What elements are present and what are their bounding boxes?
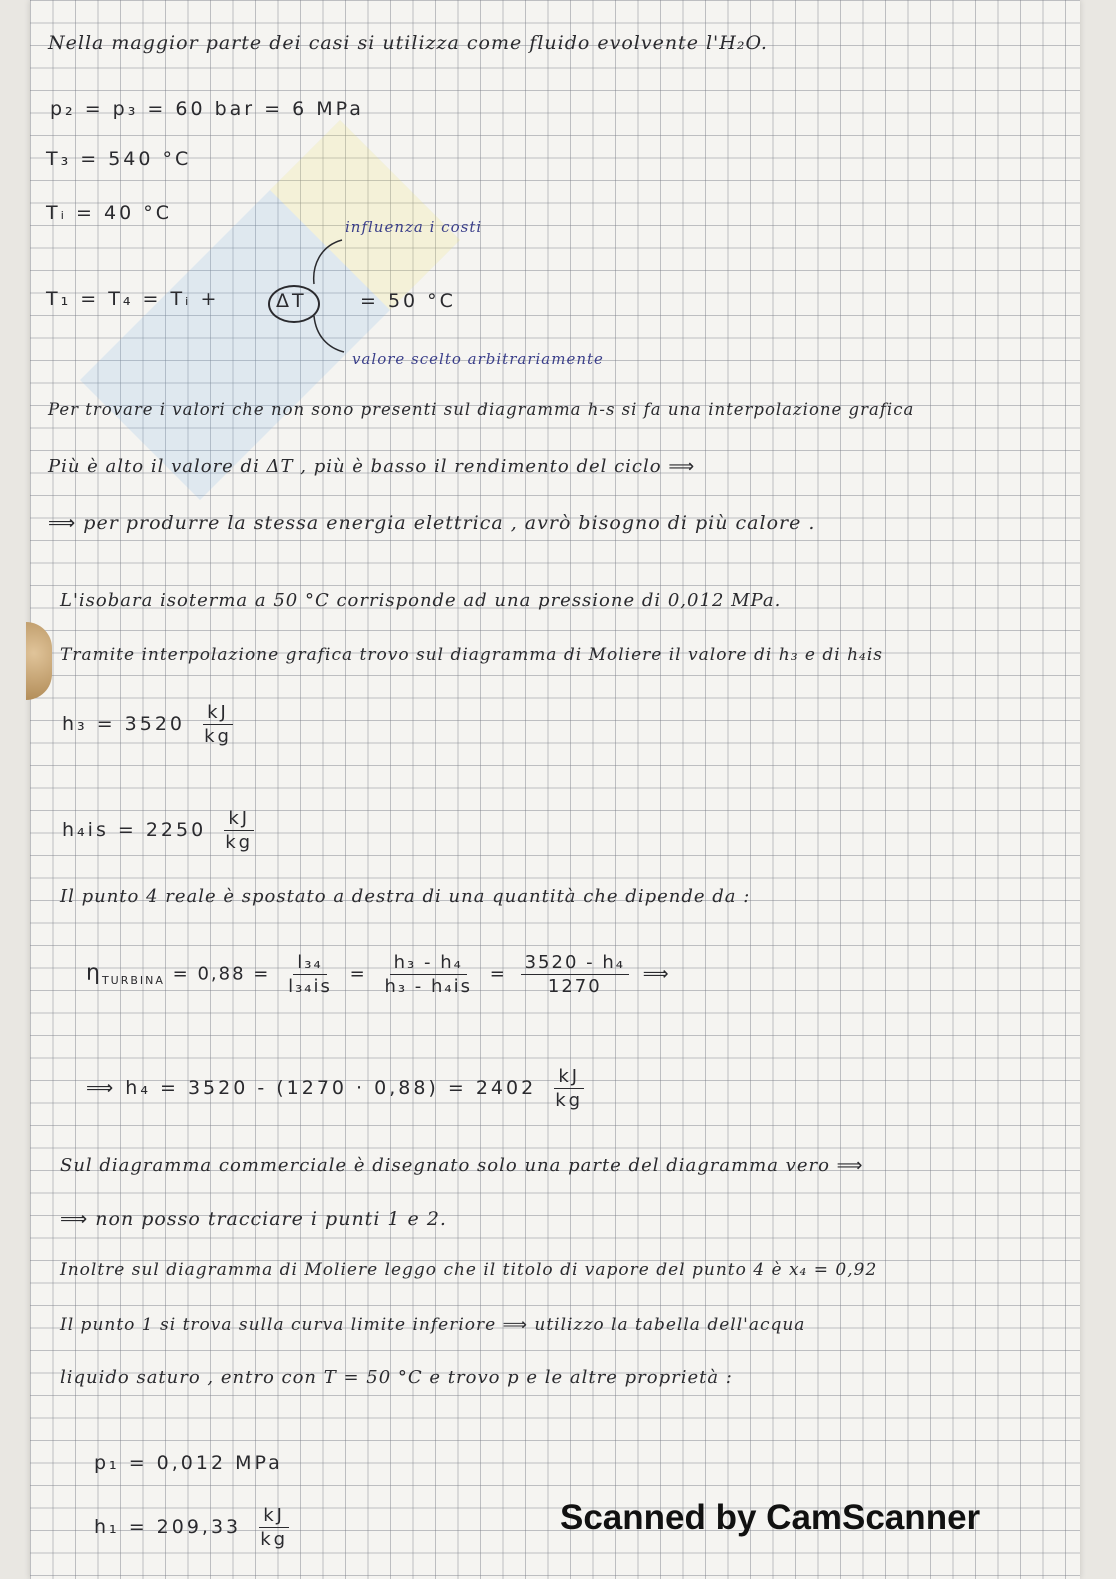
- fraction-numeric-den: 1270: [547, 976, 602, 997]
- fraction-enthalpy-den: h₃ - h₄is: [384, 976, 473, 997]
- implies-arrow-icon: ⟹: [642, 963, 671, 985]
- text-line-isobar: L'isobara isoterma a 50 °C corrisponde ad una pressione di 0,012 MPa.: [60, 590, 782, 611]
- text-line-t1: T₁ = T₄ = Tᵢ +: [46, 288, 220, 310]
- unit-fraction: [221, 808, 257, 853]
- implies-arrow-icon: ⟹: [86, 1077, 117, 1099]
- unit-denominator: kg: [204, 726, 232, 747]
- implies-arrow-icon: ⟹: [836, 1155, 864, 1176]
- text-points-statement: non posso tracciare i punti 1 e 2.: [95, 1208, 447, 1230]
- h4-equation: h₄ = 3520 - (1270 · 0,88) = 2402: [125, 1077, 537, 1099]
- text-commercial-statement: Sul diagramma commerciale è disegnato solo una parte del diagramma vero: [60, 1155, 830, 1176]
- eta-symbol: η: [86, 960, 102, 986]
- text-line-t1-value: = 50 °C: [360, 290, 456, 312]
- h3-row: [62, 702, 242, 747]
- text-line-t3: T₃ = 540 °C: [46, 148, 192, 170]
- text-line-delta-t: [48, 456, 695, 477]
- h1-value: h₁ = 209,33: [94, 1516, 242, 1538]
- text-line-pressures: p₂ = p₃ = 60 bar = 6 MPa: [50, 98, 364, 120]
- unit-numerator: kJ: [224, 808, 254, 831]
- text-line-1: Nella maggior parte dei casi si utilizza come fluido evolvente l'H₂O.: [48, 32, 768, 54]
- text-line-moliere: Tramite interpolazione grafica trovo sul diagramma di Moliere il valore di h₃ e di h₄is: [60, 645, 884, 665]
- annotation-arbitrary: valore scelto arbitrariamente: [352, 350, 604, 368]
- h4-row: [86, 1066, 593, 1111]
- text-line-interpolation: Per trovare i valori che non sono presenti sul diagramma h-s si fa una interpolazione grafica: [48, 400, 915, 419]
- fraction-work-num: l₃₄: [293, 952, 326, 975]
- text-energy-statement: per produrre la stessa energia elettrica , avrò bisogno di più calore .: [83, 512, 816, 534]
- implies-arrow-icon: ⟹: [668, 456, 696, 477]
- fraction-numeric: [521, 952, 629, 997]
- text-line-point-1: [60, 1315, 805, 1335]
- h4is-value: h₄is = 2250: [62, 819, 207, 841]
- unit-numerator: kJ: [259, 1505, 289, 1528]
- h4is-row: [62, 808, 263, 853]
- fraction-work-den: l₃₄is: [288, 976, 332, 997]
- text-point-1-statement: Il punto 1 si trova sulla curva limite inferiore: [60, 1315, 497, 1335]
- text-delta-t-statement: Più è alto il valore di ΔT , più è basso il rendimento del ciclo: [48, 456, 662, 477]
- implies-arrow-icon: ⟹: [502, 1315, 528, 1335]
- turbine-efficiency-equation: $\eta_{TURBINA} = 0,88$ = $\frac{\text{l₃₄}}{\text{l₃₄is}}$ = $\frac{\text{h₃ - h₄}}{\text{h₃ - h₄is}}$ = $\frac{\text{3520 - h₄}}{1270}$ ⟹: [86, 952, 671, 997]
- unit-denominator: kg: [225, 832, 254, 853]
- text-line-quality: Inoltre sul diagramma di Moliere leggo che il titolo di vapore del punto 4 è x₄ = 0,92: [60, 1260, 878, 1280]
- fraction-work: [284, 952, 336, 997]
- text-line-points: [60, 1208, 447, 1230]
- h1-row: [94, 1505, 298, 1550]
- fraction-numeric-num: 3520 - h₄: [521, 952, 629, 975]
- unit-numerator: kJ: [554, 1066, 584, 1089]
- h3-value: h₃ = 3520: [62, 713, 186, 735]
- eta-value: = 0,88 =: [172, 963, 271, 985]
- text-line-saturated: liquido saturo , entro con T = 50 °C e trovo p e le altre proprietà :: [60, 1367, 733, 1388]
- implies-arrow-icon: ⟹: [60, 1208, 89, 1230]
- text-line-commercial: [60, 1155, 863, 1176]
- unit-fraction: [200, 702, 236, 747]
- text-table-statement: utilizzo la tabella dell'acqua: [534, 1315, 806, 1335]
- notebook-page: [30, 0, 1080, 1579]
- implies-arrow-icon: ⟹: [48, 512, 77, 534]
- fraction-enthalpy: [380, 952, 476, 997]
- unit-denominator: kg: [555, 1090, 584, 1111]
- fraction-enthalpy-num: h₃ - h₄: [390, 952, 467, 975]
- text-line-ti: Tᵢ = 40 °C: [46, 202, 172, 224]
- text-line-energy: [48, 512, 815, 534]
- unit-denominator: kg: [260, 1529, 289, 1550]
- unit-fraction: [256, 1505, 292, 1550]
- delta-t-symbol: ΔT: [276, 290, 307, 312]
- unit-numerator: kJ: [203, 702, 233, 725]
- text-line-point-4: Il punto 4 reale è spostato a destra di una quantità che dipende da :: [60, 886, 751, 907]
- unit-fraction: [551, 1066, 587, 1111]
- p1-value: p₁ = 0,012 MPa: [94, 1452, 283, 1474]
- eta-subscript: TURBINA: [101, 974, 165, 988]
- camscanner-footer: Scanned by CamScanner: [560, 1498, 981, 1537]
- annotation-costs: influenza i costi: [345, 218, 483, 236]
